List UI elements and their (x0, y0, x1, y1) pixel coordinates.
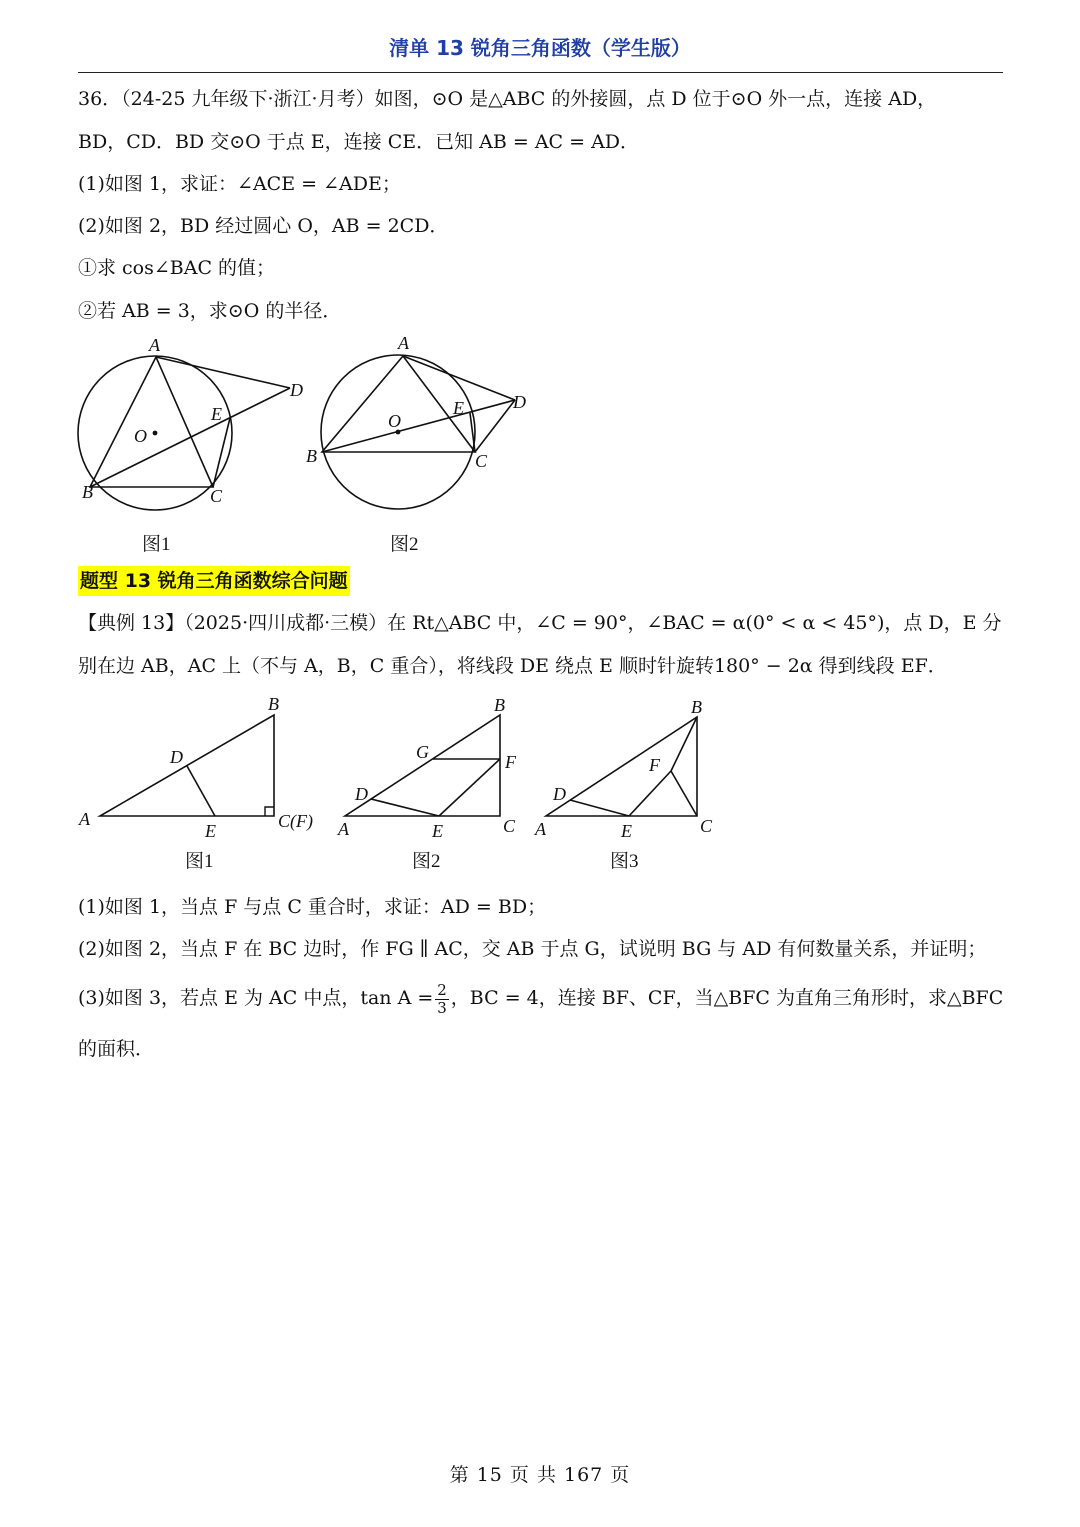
fraction-denominator: 3 (437, 998, 447, 1017)
segment-ad (156, 357, 290, 388)
label-d: D (290, 380, 303, 400)
segment-ef (439, 759, 500, 816)
fig1-label-b: B (268, 694, 279, 714)
example13-q3-continued: 的面积． (78, 1038, 155, 1060)
problem36-line1: 36．（24-25 九年级下·浙江·月考）如图，⊙O 是△ABC 的外接圆，点 D 位于⊙O 外一点，连接 AD， (78, 88, 937, 110)
fraction-two-thirds (435, 982, 449, 1017)
fig1-label-d: D (170, 747, 183, 767)
example13-figure-2 (345, 715, 500, 816)
example13-figure-1 (100, 715, 274, 816)
problem36-part2: (2)如图 2，BD 经过圆心 O，AB = 2CD． (78, 215, 449, 237)
example13-figure-3 (546, 717, 697, 816)
right-angle-mark (265, 807, 274, 816)
label-a: A (149, 335, 160, 355)
fig2-label-b: B (494, 695, 505, 715)
fig2-label-f: F (505, 752, 516, 772)
segment-de (187, 766, 215, 816)
problem36-part2-q1: ①求 cos∠BAC 的值； (78, 257, 276, 279)
problem36-line2: BD，CD．BD 交⊙O 于点 E，连接 CE．已知 AB = AC = AD． (78, 131, 640, 153)
label-o: O (388, 411, 401, 431)
fig3-label-c: C (700, 816, 713, 836)
example13-q2: (2)如图 2，当点 F 在 BC 边时，作 FG ∥ AC，交 AB 于点 G，试说明 BG 与 AD 有何数量关系，并证明； (78, 938, 987, 960)
fig2-label-c: C (503, 816, 516, 836)
right-triangle-abc (546, 717, 697, 816)
center-point (153, 431, 158, 436)
fig3-label-b: B (691, 697, 702, 717)
example13-figures (75, 690, 735, 880)
label-d: D (513, 392, 526, 412)
fig3-label-f: F (649, 755, 660, 775)
right-triangle-abc (100, 715, 274, 816)
segment-ce (213, 418, 230, 487)
right-triangle-abc (345, 715, 500, 816)
fig1-label-e: E (205, 821, 216, 841)
fraction-numerator: 2 (437, 980, 447, 999)
fig1-caption: 图1 (185, 851, 214, 872)
label-b: B (82, 482, 93, 502)
fig2-label-d: D (355, 784, 368, 804)
label-o: O (134, 426, 147, 446)
segment-cf (671, 771, 697, 816)
problem36-part2-q2: ②若 AB = 3，求⊙O 的半径． (78, 300, 342, 322)
label-c: C (210, 486, 223, 506)
header-rule (78, 72, 1003, 73)
problem36-figure-1 (70, 330, 320, 560)
segment-bd (90, 388, 290, 487)
example13-q1: (1)如图 1，当点 F 与点 C 重合时，求证：AD = BD； (78, 896, 547, 918)
fig3-caption: 图3 (610, 851, 639, 872)
example13-line1: 【典例 13】（2025·四川成都·三模）在 Rt△ABC 中，∠C = 90°，∠BAC = α(0° < α < 45°)，点 D，E 分 (78, 612, 1002, 634)
problem36-figure-2 (300, 330, 550, 560)
segment-ef (629, 771, 671, 816)
q3-text-before: (3)如图 3，若点 E 为 AC 中点，tan A = (78, 987, 434, 1009)
segment-de (570, 800, 629, 816)
example13-line2: 别在边 AB，AC 上（不与 A，B，C 重合），将线段 DE 绕点 E 顺时针旋转180° − 2α 得到线段 EF． (78, 655, 947, 677)
segment-bd (322, 400, 515, 452)
figure-caption: 图2 (390, 534, 419, 555)
q3-text-after: ，BC = 4，连接 BF、CF，当△BFC 为直角三角形时，求△BFC (450, 987, 1004, 1009)
fig2-label-a: A (338, 819, 349, 839)
label-a: A (398, 333, 409, 353)
fig3-label-e: E (621, 821, 632, 841)
label-c: C (475, 451, 488, 471)
fig3-label-d: D (553, 784, 566, 804)
fig2-label-e: E (432, 821, 443, 841)
fig1-label-a: A (79, 809, 90, 829)
example13-q3 (78, 978, 1008, 1018)
figure-caption: 图1 (142, 534, 171, 555)
label-b: B (306, 446, 317, 466)
page-title: 清单 13 锐角三角函数（学生版） (389, 36, 691, 60)
segment-cd (475, 400, 515, 452)
problem36-part1: (1)如图 1，求证：∠ACE = ∠ADE； (78, 173, 401, 195)
page-number: 第 15 页 共 167 页 (449, 1464, 631, 1486)
fig2-label-g: G (416, 742, 429, 762)
section-title: 题型 13 锐角三角函数综合问题 (78, 566, 350, 596)
fig3-label-a: A (535, 819, 546, 839)
fig1-label-cf: C(F) (278, 811, 313, 831)
fig2-caption: 图2 (412, 851, 441, 872)
label-e: E (453, 398, 464, 418)
segment-de (371, 799, 439, 816)
triangle-abc (90, 357, 213, 487)
label-e: E (211, 404, 222, 424)
